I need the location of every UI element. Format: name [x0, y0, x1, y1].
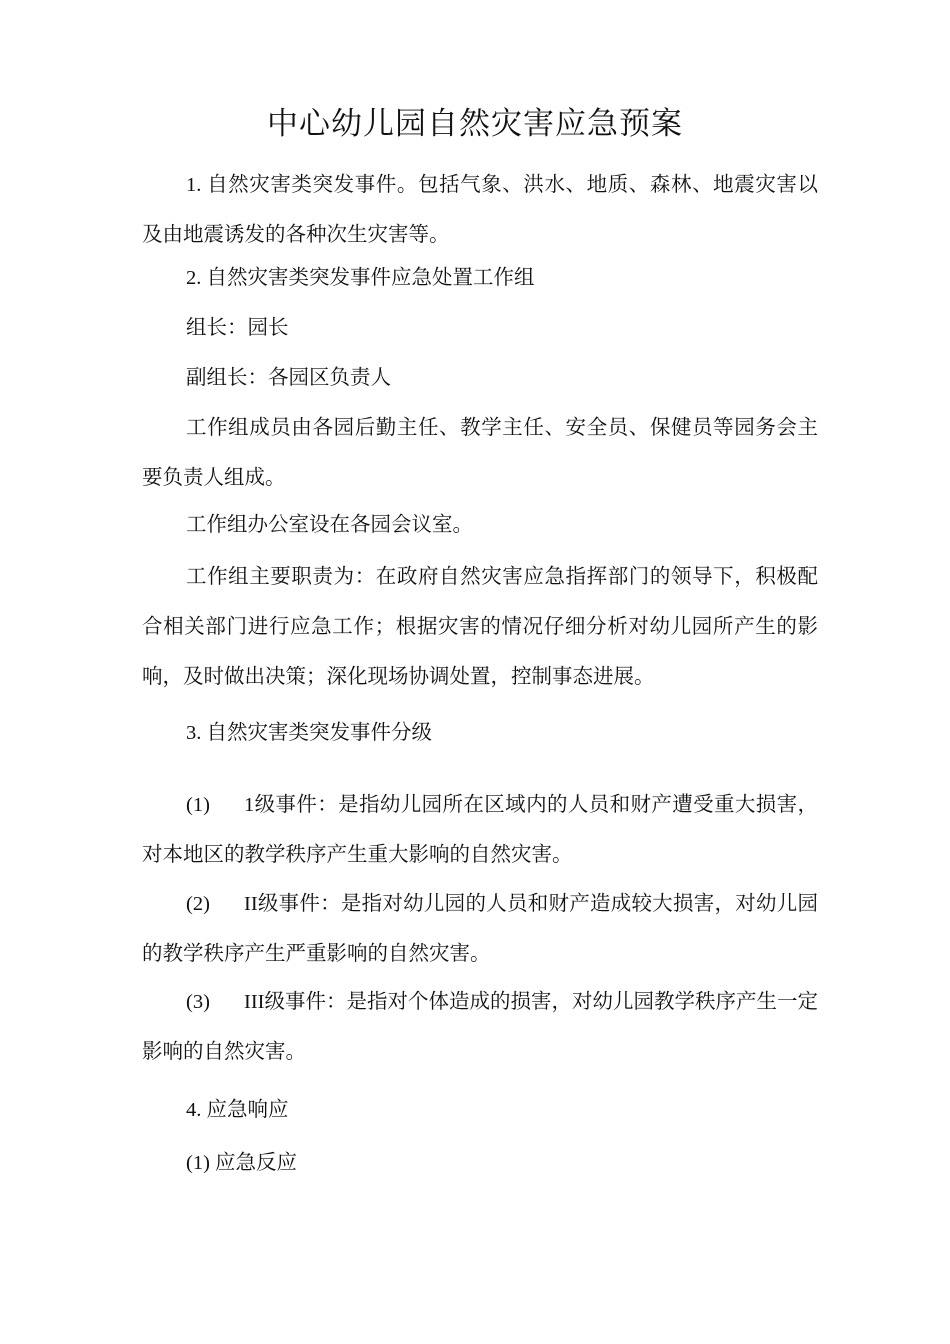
grade-item-2 — [142, 879, 818, 979]
heading-event-grading: 3. 自然灾害类突发事件分级 — [186, 722, 432, 744]
subheading-emergency-reaction: (1) 应急反应 — [186, 1152, 298, 1174]
grade-text: III级事件：是指对个体造成的损害，对幼儿园教学秩序产生一定影响的自然灾害。 — [142, 991, 818, 1063]
grade-text: II级事件：是指对幼儿园的人员和财产造成较大损害，对幼儿园的教学秩序产生严重影响的自然灾害。 — [142, 893, 818, 965]
grade-item-3 — [142, 977, 818, 1077]
grade-number: (3) — [186, 991, 210, 1013]
paragraph-main-duties: 工作组主要职责为：在政府自然灾害应急指挥部门的领导下，积极配合相关部门进行应急工作；根据灾害的情况仔细分析对幼儿园所产生的影响，及时做出决策；深化现场协调处置，控制事态进展。 — [142, 566, 818, 688]
line-group-leader: 组长：园长 — [186, 317, 289, 339]
heading-response-group: 2. 自然灾害类突发事件应急处置工作组 — [186, 267, 535, 289]
paragraph-group-members: 工作组成员由各园后勤主任、教学主任、安全员、保健员等园务会主要负责人组成。 — [142, 417, 818, 489]
heading-emergency-response: 4. 应急响应 — [186, 1099, 289, 1121]
grade-number: (2) — [186, 893, 210, 915]
paragraph-disaster-types: 1. 自然灾害类突发事件。包括气象、洪水、地质、森林、地震灾害以及由地震诱发的各种次生灾害等。 — [142, 174, 818, 246]
document-title: 中心幼儿园自然灾害应急预案 — [267, 106, 683, 141]
line-office-location: 工作组办公室设在各园会议室。 — [186, 514, 473, 536]
grade-text: 1级事件：是指幼儿园所在区域内的人员和财产遭受重大损害，对本地区的教学秩序产生重大影响的自然灾害。 — [142, 794, 818, 866]
grade-item-1 — [142, 780, 818, 880]
line-deputy-leader: 副组长：各园区负责人 — [186, 367, 391, 389]
grade-number: (1) — [186, 794, 210, 816]
